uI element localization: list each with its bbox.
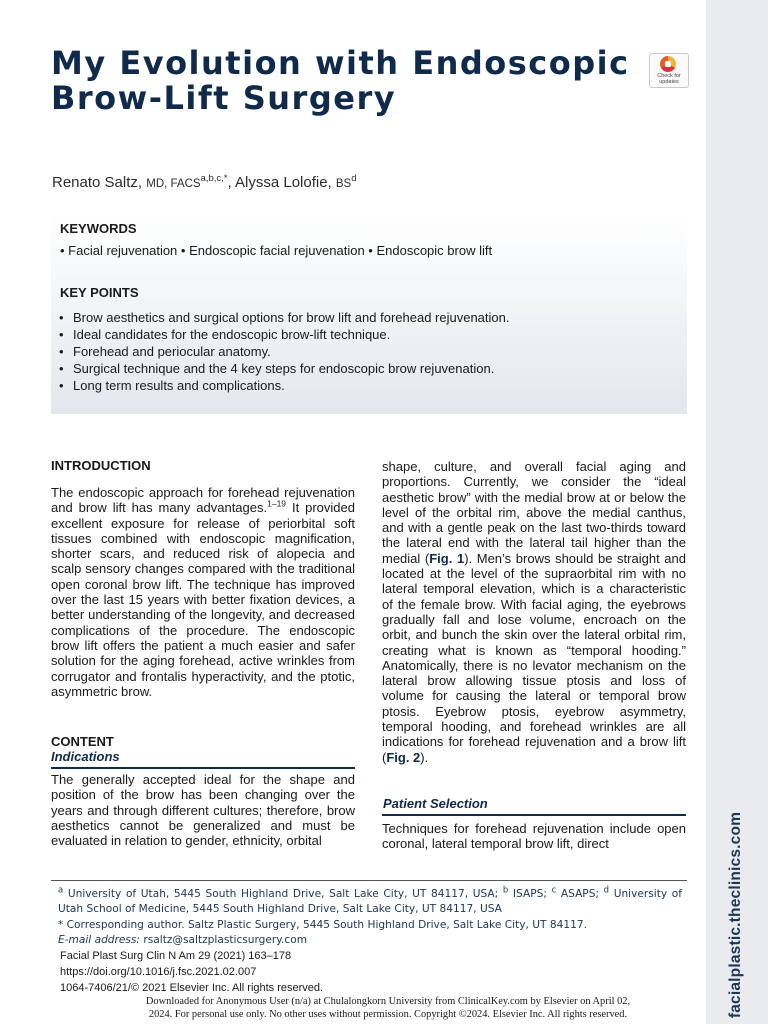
- keyword-item: Endoscopic brow lift: [376, 243, 493, 258]
- footnotes: [58, 887, 682, 948]
- patient-selection-subheading: Patient Selection: [383, 796, 488, 811]
- indications-paragraph: The generally accepted ideal for the shape and position of the brow has been changing over the years and through different cultures; therefore, brow aesthetics cannot be generalized and must be evaluated in relation to gender, ethnicity, orbital: [51, 772, 355, 849]
- key-point-item: • Surgical technique and the 4 key steps for endoscopic brow rejuvenation.: [59, 360, 509, 377]
- doi-link[interactable]: https://doi.org/10.1016/j.fsc.2021.02.007: [60, 966, 257, 978]
- affil-mark: d: [603, 885, 610, 896]
- affil-mark: a: [58, 885, 64, 896]
- introduction-text-b: It provided excellent exposure for release of periorbital soft tissues combined with endoscopic magnification, shorter scars, and reduced risk of alopecia and scalp sensory changes compared with the traditional open coronal brow lift. The technique has improved over the last 15 years with better fixation devices, a better understanding of the longevity, and decreased complications of the procedure. The endoscopic brow lift offers the patient a much easier and safer solution for the aging forehead, active wrinkles from corrugator and frontalis hyperactivity, and the ptotic, asymmetric brow.: [51, 500, 355, 699]
- crossmark-icon: [660, 56, 676, 72]
- affiliation-c: ASAPS;: [556, 888, 604, 900]
- key-point-item: • Forehead and periocular anatomy.: [59, 343, 509, 360]
- section-rule: [382, 814, 686, 816]
- affil-mark: b: [502, 885, 509, 896]
- introduction-text: [51, 485, 355, 699]
- figure-2-link[interactable]: Fig. 2: [386, 749, 421, 765]
- author-1-affiliations: a,b,c,*: [200, 173, 228, 184]
- key-point-item: • Long term results and complications.: [59, 377, 509, 394]
- keyword-item: Endoscopic facial rejuvenation: [189, 243, 365, 258]
- right-column-text: [382, 459, 686, 765]
- patient-selection-text: [382, 821, 686, 852]
- copyright-line: 1064-7406/21/© 2021 Elsevier Inc. All rights reserved.: [60, 982, 324, 994]
- check-for-updates-label: Check for updates: [657, 73, 681, 85]
- author-2-degrees: BS: [335, 178, 352, 190]
- section-rule: [51, 767, 355, 769]
- key-points-list: [59, 309, 509, 394]
- aesthetics-text-b: ). Men’s brows should be straight and located at the level of the supraorbital rim with no lateral temporal elevation, which is a characteristic of the female brow. With facial aging, the eyebrows gradually fall and lose volume, encroach on the orbit, and bunch the skin over the lateral orbital rim, creating what is known as “temporal hooding.” Anatomically, there is no levator mechanism on the lateral brow allowing tissue ptosis and loss of volume for causing the lateral or temporal brow ptosis. Eyebrow ptosis, eyebrow asymmetry, temporal hooding, and forehead wrinkles are all indications for forehead rejuvenation and a brow lift (: [382, 550, 686, 765]
- journal-url-vertical: [721, 811, 751, 1019]
- author-separator: ,: [227, 174, 232, 191]
- figure-1-link[interactable]: Fig. 1: [429, 550, 465, 566]
- affiliation-b: ISAPS;: [508, 888, 552, 900]
- content-heading: CONTENT: [51, 734, 114, 749]
- keyword-item: Facial rejuvenation: [68, 243, 178, 258]
- journal-citation: Facial Plast Surg Clin N Am 29 (2021) 163–178: [60, 950, 292, 962]
- journal-url-text: facialplastic.theclinics.com: [727, 811, 744, 1019]
- indications-subheading: Indications: [51, 749, 120, 764]
- key-point-item: • Ideal candidates for the endoscopic brow-lift technique.: [59, 326, 509, 343]
- author-line: [52, 174, 357, 191]
- download-notice: Downloaded for Anonymous User (n/a) at Chulalongkorn University from ClinicalKey.com by Elsevier on April 02, 2024. For personal use only. No other uses without permission. Copyright ©2024. Elsevier Inc. All rights reserved.: [145, 996, 631, 1020]
- affiliation-a: University of Utah, 5445 South Highland Drive, Salt Lake City, UT 84117, USA;: [63, 888, 503, 900]
- email-label: E-mail address:: [58, 933, 141, 946]
- author-1-degrees: MD, FACS: [146, 178, 201, 190]
- indications-text: [51, 772, 355, 848]
- article-title: My Evolution with Endoscopic Brow-Lift Surgery: [51, 44, 630, 117]
- email-address[interactable]: rsaltz@saltzplasticsurgery.com: [140, 933, 308, 946]
- footnote-separator: [51, 880, 687, 881]
- key-point-item: • Brow aesthetics and surgical options for brow lift and forehead rejuvenation.: [59, 309, 509, 326]
- aesthetics-text-a: shape, culture, and overall facial aging and proportions. Currently, we consider the “ideal aesthetic brow” with the medial brow at or below the level of the orbital rim, above the medial canthus, and with a gentle peak on the last two-thirds toward the lateral end with the lateral tail higher than the medial (: [382, 459, 686, 566]
- corresponding-author: * Corresponding author. Saltz Plastic Surgery, 5445 South Highland Drive, Salt Lake City, UT 84117.: [58, 918, 587, 931]
- affil-mark: c: [551, 885, 557, 896]
- affiliation-d: University of Utah School of Medicine, 5445 South Highland Drive, Salt Lake City, UT 84117, USA: [58, 888, 682, 916]
- introduction-heading: INTRODUCTION: [51, 458, 151, 473]
- citation-ref[interactable]: 1–19: [267, 498, 287, 509]
- check-for-updates-badge[interactable]: [649, 53, 689, 88]
- introduction-text-a: The endoscopic approach for forehead rejuvenation and brow lift has many advantages.: [51, 485, 355, 516]
- patient-selection-paragraph: Techniques for forehead rejuvenation include open coronal, lateral temporal brow lift, direct: [382, 821, 686, 852]
- author-2-name: Alyssa Lolofie,: [235, 174, 332, 191]
- keywords-heading: KEYWORDS: [60, 221, 137, 236]
- aesthetics-text-c: ).: [420, 749, 429, 765]
- author-1-name: Renato Saltz,: [52, 174, 143, 191]
- author-2-affiliations: d: [351, 173, 357, 184]
- keywords-list: • Facial rejuvenation • Endoscopic facial rejuvenation • Endoscopic brow lift: [60, 243, 493, 258]
- key-points-heading: KEY POINTS: [60, 285, 139, 300]
